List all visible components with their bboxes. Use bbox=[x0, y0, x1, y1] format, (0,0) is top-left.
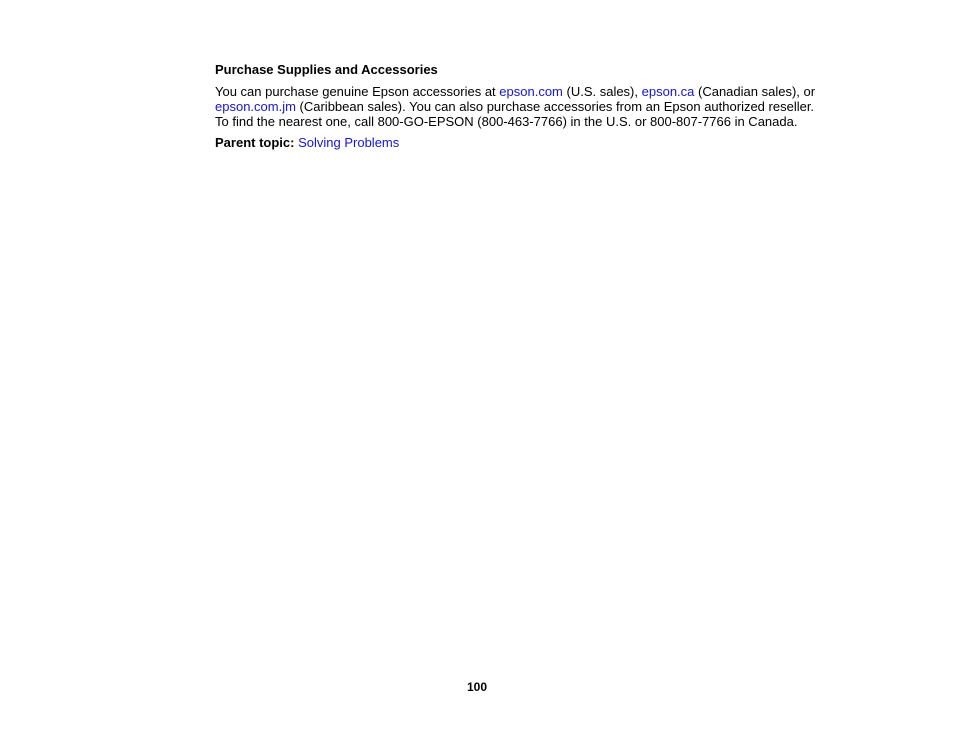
body-text: (U.S. sales), bbox=[562, 84, 642, 99]
body-text: (Canadian sales), or bbox=[694, 84, 816, 99]
epson-com-jm-link[interactable]: epson.com.jm bbox=[215, 99, 296, 114]
solving-problems-link[interactable]: Solving Problems bbox=[298, 135, 400, 150]
section-heading: Purchase Supplies and Accessories bbox=[215, 62, 438, 77]
parent-topic-label: Parent topic: bbox=[215, 135, 295, 150]
body-text: You can purchase genuine Epson accessories at bbox=[215, 84, 500, 99]
body-text: (Caribbean sales). You can also purchase accessories from an Epson authorized reseller. bbox=[295, 99, 815, 114]
epson-ca-link[interactable]: epson.ca bbox=[641, 84, 695, 99]
body-line-1 bbox=[215, 84, 835, 99]
body-line-3: To find the nearest one, call 800-GO-EPSON (800-463-7766) in the U.S. or 800-807-7766 in Canada. bbox=[215, 114, 798, 129]
body-line-2 bbox=[215, 99, 835, 114]
parent-topic bbox=[215, 135, 835, 150]
page-number: 100 bbox=[466, 680, 488, 694]
epson-com-link[interactable]: epson.com bbox=[499, 84, 563, 99]
body-paragraph bbox=[215, 84, 835, 129]
document-section bbox=[215, 61, 835, 150]
